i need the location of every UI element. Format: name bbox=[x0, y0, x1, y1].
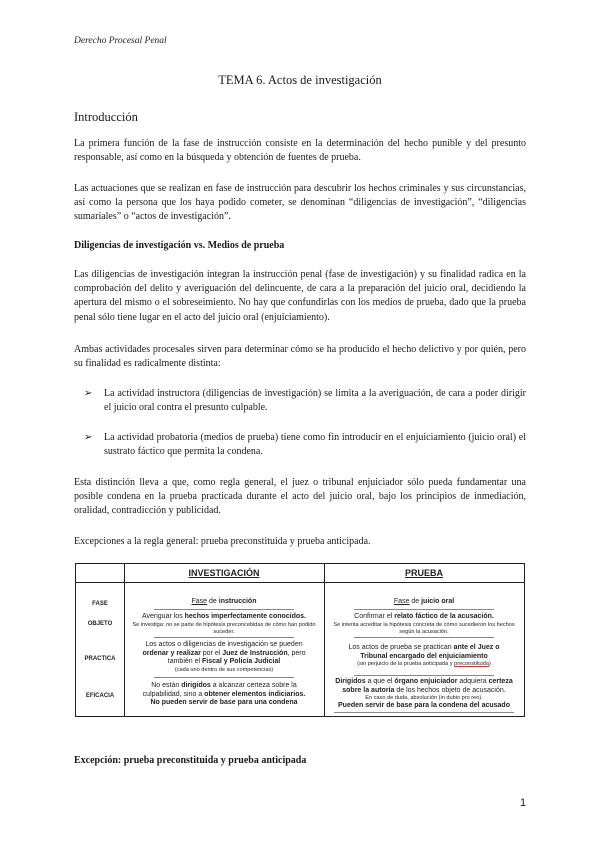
table-divider bbox=[76, 582, 524, 583]
pru-underline bbox=[354, 637, 494, 638]
inv-practica-pero: , pero bbox=[287, 649, 306, 657]
pru-eficacia-condena: Pueden servir de base para la condena del acusado bbox=[338, 702, 510, 710]
pru-practica-note bbox=[326, 661, 522, 668]
pru-eficacia-note: En caso de duda, absolución (in dubio pro reo). bbox=[365, 695, 483, 702]
inv-underline bbox=[154, 637, 294, 638]
pru-practica-note-a: (sin perjuicio de la prueba anticipada y bbox=[357, 661, 455, 668]
section-paragraph-2 bbox=[74, 343, 526, 371]
arrow-bullet-icon: ➢ bbox=[84, 388, 93, 399]
final-heading: Excepción: prueba preconstituida y prueba anticipada bbox=[74, 755, 307, 766]
row-label-fase: FASE bbox=[92, 601, 108, 607]
column-header-prueba: PRUEBA bbox=[404, 568, 443, 578]
inv-eficacia-culpabilidad: culpabilidad, sino a bbox=[142, 690, 205, 698]
inv-underline bbox=[154, 609, 294, 610]
inv-objeto-text-b: hechos imperfectamente conocidos. bbox=[184, 613, 307, 620]
table-divider bbox=[324, 564, 325, 716]
bullet-item-1 bbox=[84, 387, 526, 415]
pru-practica-text: Los actos de prueba se practican bbox=[348, 644, 454, 651]
inv-objeto-cell bbox=[126, 613, 322, 636]
section-paragraph-3 bbox=[74, 476, 526, 519]
intro-paragraph-2 bbox=[74, 182, 526, 225]
intro-paragraph-2-text: Las actuaciones que se realizan en fase de instrucción para descubrir los hechos criminales y sus circunstancias, así como la persona que los haya podido cometer, se denominan “diligencias de investigación”, “diligencias sumariales” o “actos de investigación”. bbox=[74, 183, 526, 223]
pru-objeto-text-a: Confirmar el bbox=[354, 613, 395, 620]
inv-practica-por: por el bbox=[200, 649, 223, 657]
inv-practica-line-1: Los actos o diligencias de investigación se pueden bbox=[145, 641, 303, 648]
inv-eficacia-obtener: obtener elementos indiciarios. bbox=[204, 690, 306, 698]
pru-underline bbox=[354, 675, 494, 676]
pru-practica-note-b: preconstituida bbox=[454, 661, 489, 668]
inv-fase-instruccion: instrucción bbox=[218, 598, 257, 605]
inv-eficacia-dirigidos: dirigidos bbox=[181, 682, 211, 689]
column-header-investigacion: INVESTIGACIÓN bbox=[188, 568, 260, 578]
table-divider bbox=[124, 564, 125, 716]
pru-practica-ante: ante el Juez o bbox=[453, 644, 500, 651]
header-note: Derecho Procesal Penal bbox=[74, 36, 167, 46]
intro-paragraph-1 bbox=[74, 137, 526, 165]
pru-objeto-cell bbox=[326, 613, 522, 636]
pru-eficacia-organo: órgano enjuiciador bbox=[394, 678, 458, 685]
comparison-table bbox=[75, 563, 525, 717]
inv-eficacia-certeza: a alcanzar certeza sobre la bbox=[210, 682, 297, 689]
inv-eficacia-no: No están bbox=[151, 682, 182, 689]
pru-fase-cell bbox=[326, 598, 522, 607]
bullet-item-1-text: La actividad instructora (diligencias de investigación) se limita a la averiguación, de cara a poder dirigir el juicio oral contra el presunto culpable. bbox=[104, 388, 526, 414]
inv-objeto-text-a: Averiguar los bbox=[141, 613, 185, 620]
section-paragraph-3-text: Esta distinción lleva a que, como regla general, el juez o tribunal enjuiciador sólo pueda fundamentar una posible condena en la prueba practicada durante el acto del juicio oral, bajo los principios de inmediación, oralidad, contradicción y publicidad. bbox=[74, 477, 526, 517]
inv-eficacia-no-condena: No pueden servir de base para una condena bbox=[150, 699, 298, 707]
pru-eficacia-cell bbox=[326, 678, 522, 711]
row-label-eficacia: EFICACIA bbox=[85, 693, 115, 699]
inv-practica-tambien: también el bbox=[167, 658, 203, 666]
inv-practica-fiscal: Fiscal y Policía Judicial bbox=[202, 658, 281, 666]
pru-practica-tribunal: Tribunal encargado del enjuiciamiento bbox=[360, 652, 488, 660]
page-number: 1 bbox=[520, 797, 527, 809]
bullet-item-2 bbox=[84, 431, 526, 459]
inv-objeto-note: Se investiga: no se parte de hipótesis preconcebidas de cómo han podido suceder. bbox=[132, 621, 316, 635]
pru-fase-de: de bbox=[409, 598, 422, 605]
page-title: TEMA 6. Actos de investigación bbox=[218, 73, 382, 87]
intro-heading: Introducción bbox=[74, 110, 138, 124]
inv-practica-cell bbox=[126, 641, 322, 674]
inv-practica-note: (cada uno dentro de sus competencias) bbox=[174, 666, 274, 673]
pru-fase-word: Fase bbox=[393, 598, 410, 605]
section-paragraph-1 bbox=[74, 268, 526, 325]
section-paragraph-4-text: Excepciones a la regla general: prueba preconstituida y prueba anticipada. bbox=[74, 536, 371, 547]
inv-practica-juez: Juez de Instrucción bbox=[222, 649, 288, 657]
pru-eficacia-autoria: sobre la autoría bbox=[342, 686, 395, 694]
pru-practica-cell bbox=[326, 644, 522, 668]
pru-underline bbox=[354, 609, 494, 610]
arrow-bullet-icon: ➢ bbox=[84, 432, 93, 443]
pru-eficacia-dirigidos: Dirigidos bbox=[335, 678, 366, 685]
pru-fase-juicio: juicio oral bbox=[421, 598, 455, 605]
section-heading: Diligencias de investigación vs. Medios de prueba bbox=[74, 240, 285, 251]
pru-eficacia-que: a que el bbox=[365, 678, 395, 685]
inv-practica-ordenar: ordenar y realizar bbox=[142, 649, 201, 657]
bullet-item-2-text: La actividad probatoria (medios de prueba) tiene como fin introducir en el enjuiciamiento (juicio oral) el sustrato fáctico que permita la condena. bbox=[104, 432, 526, 458]
pru-eficacia-adquiera: adquiera bbox=[457, 678, 489, 685]
pru-eficacia-hechos: de los hechos objeto de acusación. bbox=[394, 686, 506, 694]
inv-eficacia-cell bbox=[126, 682, 322, 708]
pru-practica-note-c: ) bbox=[488, 661, 491, 668]
inv-underline bbox=[154, 677, 294, 678]
row-label-practica: PRACTICA bbox=[84, 656, 116, 662]
intro-paragraph-1-text: La primera función de la fase de instrucción consiste en la determinación del hecho punible y del presunto responsable, así como en la búsqueda y obtención de fuentes de prueba. bbox=[74, 138, 526, 164]
inv-fase-de: de bbox=[207, 598, 219, 605]
inv-fase-word: Fase bbox=[191, 598, 208, 605]
pru-underline bbox=[334, 712, 514, 713]
row-label-objeto: OBJETO bbox=[87, 621, 113, 627]
pru-objeto-text-b: relato fáctico de la acusación. bbox=[394, 613, 494, 620]
section-paragraph-4 bbox=[74, 535, 526, 549]
section-paragraph-2-text: Ambas actividades procesales sirven para determinar cómo se ha producido el hecho delictivo y por quién, pero su finalidad es radicalmente distinta: bbox=[74, 344, 526, 370]
inv-fase-cell bbox=[126, 598, 322, 607]
pru-eficacia-certeza: certeza bbox=[488, 678, 513, 685]
section-paragraph-1-text: Las diligencias de investigación integran la instrucción penal (fase de investigación) y su finalidad radica en la comprobación del delito y averiguación del delincuente, de cara a la preparación del juicio oral, decidiendo la apertura del mismo o el sobreseimiento. No hay que confundirlas con los medios de prueba, dado que la prueba penal sólo tiene lugar en el acto del juicio oral (enjuiciamiento). bbox=[74, 269, 526, 323]
pru-objeto-note: Se intenta acreditar la hipótesis concreta de cómo sucedieron los hechos según la acusación. bbox=[333, 621, 515, 635]
